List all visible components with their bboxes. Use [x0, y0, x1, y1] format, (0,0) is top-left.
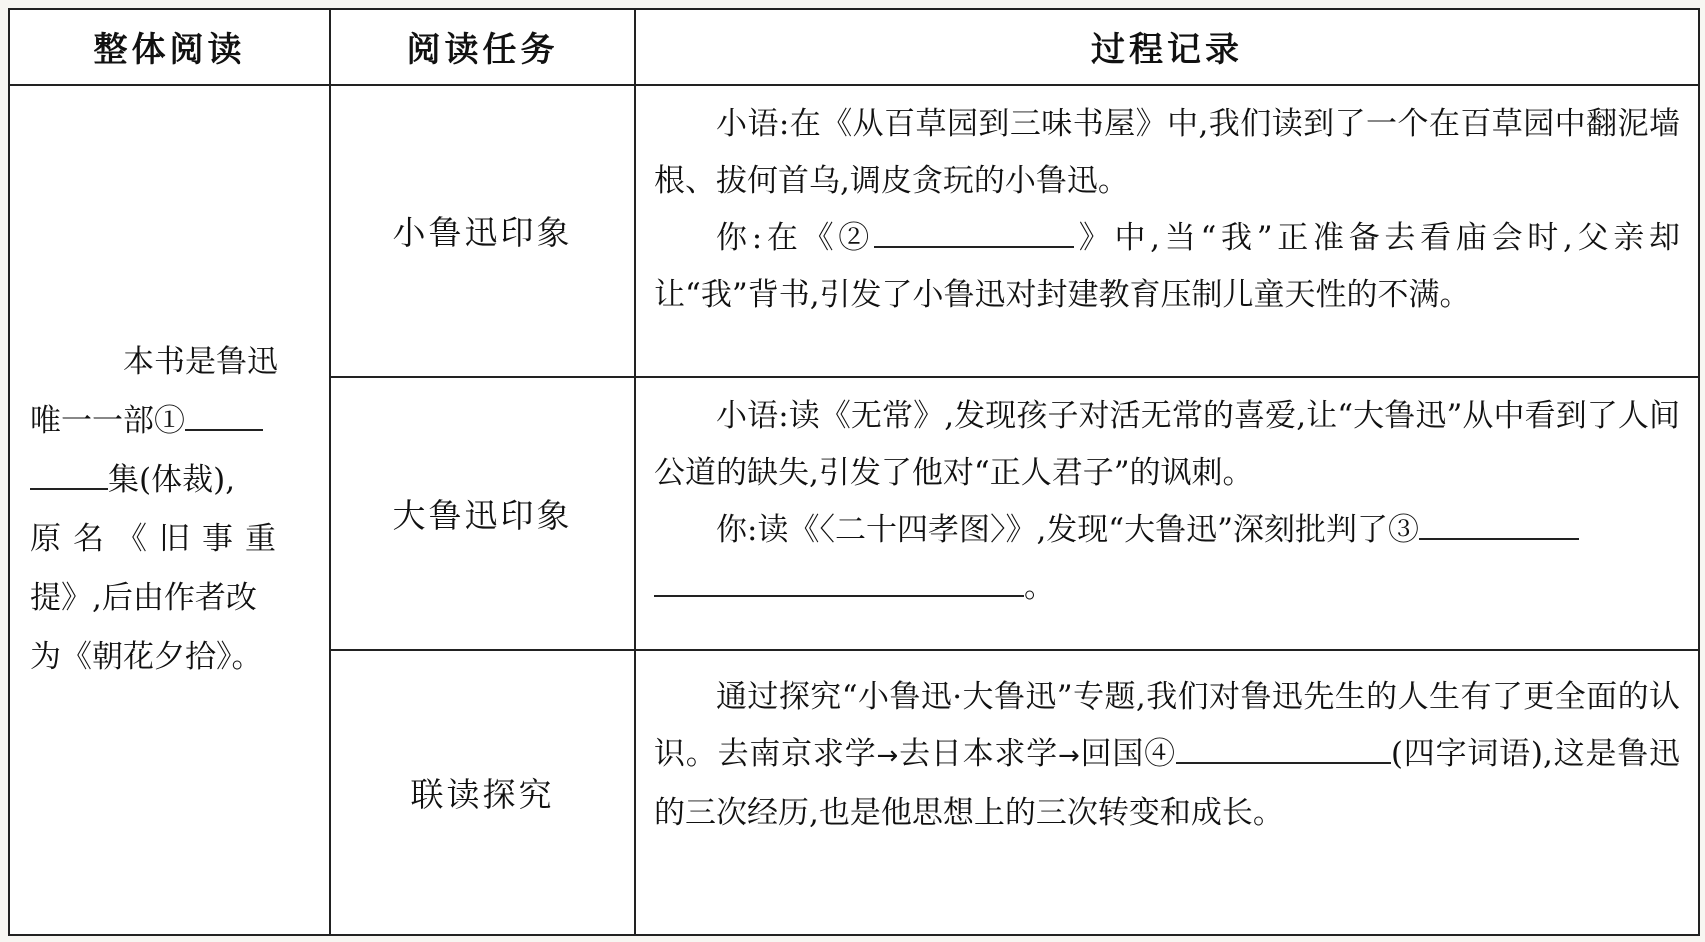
record-text: 》中,当“我”正准备去看庙会时,父亲却让“我”背书,引发了小鲁迅对封建教育压制儿童天性的不满。	[654, 219, 1680, 313]
record-paragraph	[654, 502, 1680, 616]
record-text: 你:读《〈二十四孝图〉》,发现“大鲁迅”深刻批判了③	[716, 511, 1419, 548]
answer-blank-3-cont[interactable]	[654, 565, 1024, 597]
record-text: 你:在《②	[716, 219, 875, 256]
record-cell	[635, 85, 1699, 377]
record-paragraph: 小语:读《无常》,发现孩子对活无常的喜爱,让“大鲁迅”从中看到了人间公道的缺失,引发了他对“正人君子”的讽刺。	[654, 397, 1680, 491]
intro-line: 本书是鲁迅	[123, 343, 278, 380]
header-whole-reading: 整体阅读	[9, 9, 330, 85]
answer-blank-4[interactable]	[1176, 732, 1391, 764]
record-text: 回国④	[1079, 735, 1176, 772]
arrow-icon: →	[876, 740, 899, 771]
record-text: (四字词语),这是鲁迅的三次经历,也是他思想上的三次转变和成长。	[654, 735, 1681, 831]
record-paragraph	[654, 210, 1680, 324]
intro-line: 为《朝花夕拾》。	[30, 638, 263, 675]
intro-line	[30, 451, 311, 510]
record-text: 。	[1024, 568, 1055, 605]
intro-line: 原名《旧事重	[30, 520, 288, 557]
record-paragraph	[654, 669, 1680, 842]
answer-blank-1[interactable]	[185, 399, 263, 431]
intro-cell	[9, 85, 330, 935]
record-paragraph: 小语:在《从百草园到三味书屋》中,我们读到了一个在百草园中翻泥墙根、拔何首乌,调皮贪玩的小鲁迅。	[654, 105, 1680, 199]
intro-line: 提》,后由作者改	[30, 579, 257, 616]
intro-line	[30, 392, 311, 451]
answer-blank-2[interactable]	[874, 216, 1074, 248]
intro-text: 唯一一部①	[30, 402, 185, 439]
header-process-record: 过程记录	[635, 9, 1699, 85]
record-cell	[635, 377, 1699, 650]
task-label: 小鲁迅印象	[330, 85, 635, 377]
reading-table	[8, 8, 1700, 936]
answer-blank-3[interactable]	[1419, 508, 1579, 540]
task-label: 联读探究	[330, 650, 635, 935]
table-header-row	[9, 9, 1699, 85]
record-text: 去日本求学	[898, 735, 1058, 772]
answer-blank-1-cont[interactable]	[30, 458, 108, 490]
intro-text: 集(体裁),	[108, 461, 236, 498]
header-reading-task: 阅读任务	[330, 9, 635, 85]
arrow-icon: →	[1057, 740, 1080, 771]
task-label: 大鲁迅印象	[330, 377, 635, 650]
table-row	[9, 85, 1699, 377]
record-text: 通过探究“小鲁迅·大鲁迅”专题,我们对鲁迅先生的人生有了更全面的认识。去南京求学	[654, 678, 1680, 772]
record-cell	[635, 650, 1699, 935]
